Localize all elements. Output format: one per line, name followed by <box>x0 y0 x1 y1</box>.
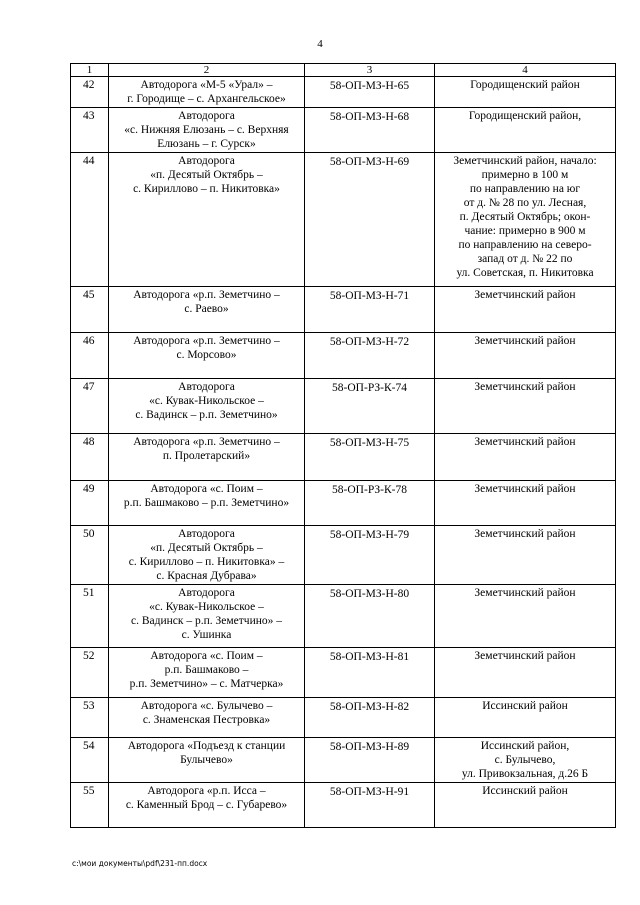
district-location-line: Земетчинский район <box>474 436 576 448</box>
district-location-line: с. Булычево, <box>494 754 556 766</box>
row-number: 49 <box>71 481 109 526</box>
road-name-line: с. Каменный Брод – с. Губарево» <box>125 799 288 811</box>
district-location-cell <box>435 108 616 153</box>
page-number: 4 <box>317 38 323 50</box>
road-id-code: 58-ОП-МЗ-Н-82 <box>305 698 435 738</box>
road-name-line: «с. Кувак-Никольское – <box>149 395 264 407</box>
road-id-code: 58-ОП-МЗ-Н-79 <box>305 526 435 585</box>
road-name-cell <box>109 698 305 738</box>
table-row <box>71 648 616 698</box>
road-name-line: Автодорога «р.п. Земетчино – <box>133 436 280 448</box>
district-location-line: Земетчинский район <box>474 381 576 393</box>
district-location-line: Городищенский район, <box>468 110 582 122</box>
road-name-line: с. Красная Дубрава» <box>156 570 257 582</box>
row-number: 48 <box>71 434 109 481</box>
table-row <box>71 585 616 648</box>
row-number: 46 <box>71 333 109 379</box>
road-name-line: Автодорога <box>178 110 235 122</box>
district-location-cell <box>435 648 616 698</box>
header-col-3: 3 <box>305 64 435 77</box>
table-row <box>71 77 616 108</box>
road-name-line: Автодорога <box>178 587 235 599</box>
road-name-cell <box>109 153 305 287</box>
road-id-code: 58-ОП-МЗ-Н-65 <box>305 77 435 108</box>
road-name-line: Автодорога «Подъезд к станции <box>127 740 286 752</box>
district-location-cell <box>435 698 616 738</box>
table-row <box>71 153 616 287</box>
road-name-cell <box>109 738 305 783</box>
road-name-cell <box>109 481 305 526</box>
table-row <box>71 287 616 333</box>
district-location-cell <box>435 526 616 585</box>
district-location-cell <box>435 153 616 287</box>
district-location-line: Иссинский район, <box>480 740 570 752</box>
header-col-1: 1 <box>71 64 109 77</box>
row-number: 43 <box>71 108 109 153</box>
road-name-cell <box>109 77 305 108</box>
road-name-line: Автодорога <box>178 155 235 167</box>
road-name-line: «п. Десятый Октябрь – <box>150 542 263 554</box>
row-number: 54 <box>71 738 109 783</box>
road-name-cell <box>109 783 305 828</box>
district-location-line: Иссинский район <box>482 700 568 712</box>
road-name-cell <box>109 526 305 585</box>
table-row <box>71 379 616 434</box>
district-location-cell <box>435 77 616 108</box>
road-name-cell <box>109 585 305 648</box>
district-location-line: чание: примерно в 900 м <box>464 225 586 237</box>
road-name-line: Автодорога «с. Поим – <box>150 483 263 495</box>
road-name-line: «с. Нижняя Елюзань – с. Верхняя <box>124 124 289 136</box>
road-name-line: с. Кириллово – п. Никитовка» <box>133 183 280 195</box>
road-id-code: 58-ОП-РЗ-К-74 <box>305 379 435 434</box>
road-id-code: 58-ОП-МЗ-Н-89 <box>305 738 435 783</box>
district-location-line: п. Десятый Октябрь; окон- <box>459 211 591 223</box>
table-row <box>71 698 616 738</box>
district-location-line: Иссинский район <box>482 785 568 797</box>
header-col-2: 2 <box>109 64 305 77</box>
road-name-line: р.п. Земетчино» – с. Матчерка» <box>129 678 284 690</box>
road-name-line: с. Вадинск – р.п. Земетчино» <box>135 409 278 421</box>
road-name-line: Автодорога «с. Поим – <box>150 650 263 662</box>
roads-table <box>70 63 616 828</box>
district-location-line: ул. Советская, п. Никитовка <box>456 267 594 279</box>
road-name-line: «с. Кувак-Никольское – <box>149 601 264 613</box>
roads-table-body <box>71 64 616 828</box>
road-name-line: Автодорога «с. Булычево – <box>140 700 273 712</box>
road-id-code: 58-ОП-МЗ-Н-71 <box>305 287 435 333</box>
district-location-cell <box>435 481 616 526</box>
row-number: 51 <box>71 585 109 648</box>
district-location-cell <box>435 287 616 333</box>
road-name-line: Елюзань – г. Сурск» <box>157 138 256 150</box>
district-location-cell <box>435 333 616 379</box>
district-location-cell <box>435 434 616 481</box>
district-location-line: примерно в 100 м <box>481 169 569 181</box>
road-id-code: 58-ОП-РЗ-К-78 <box>305 481 435 526</box>
district-location-cell <box>435 738 616 783</box>
district-location-line: Земетчинский район <box>474 483 576 495</box>
district-location-line: Земетчинский район <box>474 528 576 540</box>
road-name-line: с. Кириллово – п. Никитовка» – <box>128 556 285 568</box>
table-row <box>71 434 616 481</box>
road-name-line: п. Пролетарский» <box>162 450 251 462</box>
file-path-footer: c:\мои документы\pdf\231-пп.docx <box>72 859 208 868</box>
road-name-line: Автодорога <box>178 381 235 393</box>
district-location-line: Городищенский район <box>470 79 580 91</box>
road-id-code: 58-ОП-МЗ-Н-68 <box>305 108 435 153</box>
district-location-line: Земетчинский район <box>474 587 576 599</box>
district-location-line: Земетчинский район, начало: <box>453 155 597 167</box>
road-name-cell <box>109 379 305 434</box>
road-id-code: 58-ОП-МЗ-Н-75 <box>305 434 435 481</box>
header-col-4: 4 <box>435 64 616 77</box>
road-name-line: Булычево» <box>180 754 233 766</box>
district-location-line: от д. № 28 по ул. Лесная, <box>463 197 587 209</box>
district-location-cell <box>435 783 616 828</box>
road-name-line: с. Морсово» <box>176 349 237 361</box>
row-number: 53 <box>71 698 109 738</box>
row-number: 55 <box>71 783 109 828</box>
road-id-code: 58-ОП-МЗ-Н-81 <box>305 648 435 698</box>
road-name-line: Автодорога «р.п. Исса – <box>147 785 266 797</box>
road-name-line: с. Ушинка <box>181 629 232 641</box>
district-location-cell <box>435 585 616 648</box>
road-id-code: 58-ОП-МЗ-Н-80 <box>305 585 435 648</box>
road-name-line: Автодорога «р.п. Земетчино – <box>133 289 280 301</box>
district-location-line: Земетчинский район <box>474 289 576 301</box>
table-header-row <box>71 64 616 77</box>
district-location-line: Земетчинский район <box>474 335 576 347</box>
road-name-cell <box>109 333 305 379</box>
row-number: 42 <box>71 77 109 108</box>
road-name-cell <box>109 108 305 153</box>
table-row <box>71 738 616 783</box>
road-name-cell <box>109 434 305 481</box>
road-name-line: «п. Десятый Октябрь – <box>150 169 263 181</box>
road-name-line: г. Городище – с. Архангельское» <box>127 93 286 105</box>
road-name-line: Автодорога «р.п. Земетчино – <box>133 335 280 347</box>
table-row <box>71 481 616 526</box>
road-name-cell <box>109 648 305 698</box>
road-name-line: р.п. Башмаково – р.п. Земетчино» <box>123 497 290 509</box>
row-number: 44 <box>71 153 109 287</box>
road-name-line: Автодорога <box>178 528 235 540</box>
district-location-line: запад от д. № 22 по <box>477 253 573 265</box>
road-id-code: 58-ОП-МЗ-Н-72 <box>305 333 435 379</box>
row-number: 47 <box>71 379 109 434</box>
road-name-line: Автодорога «М-5 «Урал» – <box>140 79 273 91</box>
table-row <box>71 526 616 585</box>
row-number: 45 <box>71 287 109 333</box>
row-number: 50 <box>71 526 109 585</box>
district-location-line: по направлению на северо- <box>458 239 592 251</box>
road-name-line: с. Раево» <box>184 303 229 315</box>
row-number: 52 <box>71 648 109 698</box>
district-location-cell <box>435 379 616 434</box>
table-row <box>71 783 616 828</box>
district-location-line: Земетчинский район <box>474 650 576 662</box>
road-name-line: р.п. Башмаково – <box>164 664 249 676</box>
road-id-code: 58-ОП-МЗ-Н-69 <box>305 153 435 287</box>
table-row <box>71 108 616 153</box>
road-name-line: с. Вадинск – р.п. Земетчино» – <box>131 615 282 627</box>
road-id-code: 58-ОП-МЗ-Н-91 <box>305 783 435 828</box>
district-location-line: по направлению на юг <box>469 183 581 195</box>
road-name-cell <box>109 287 305 333</box>
road-name-line: с. Знаменская Пестровка» <box>142 714 271 726</box>
table-row <box>71 333 616 379</box>
district-location-line: ул. Привокзальная, д.26 Б <box>461 768 589 780</box>
